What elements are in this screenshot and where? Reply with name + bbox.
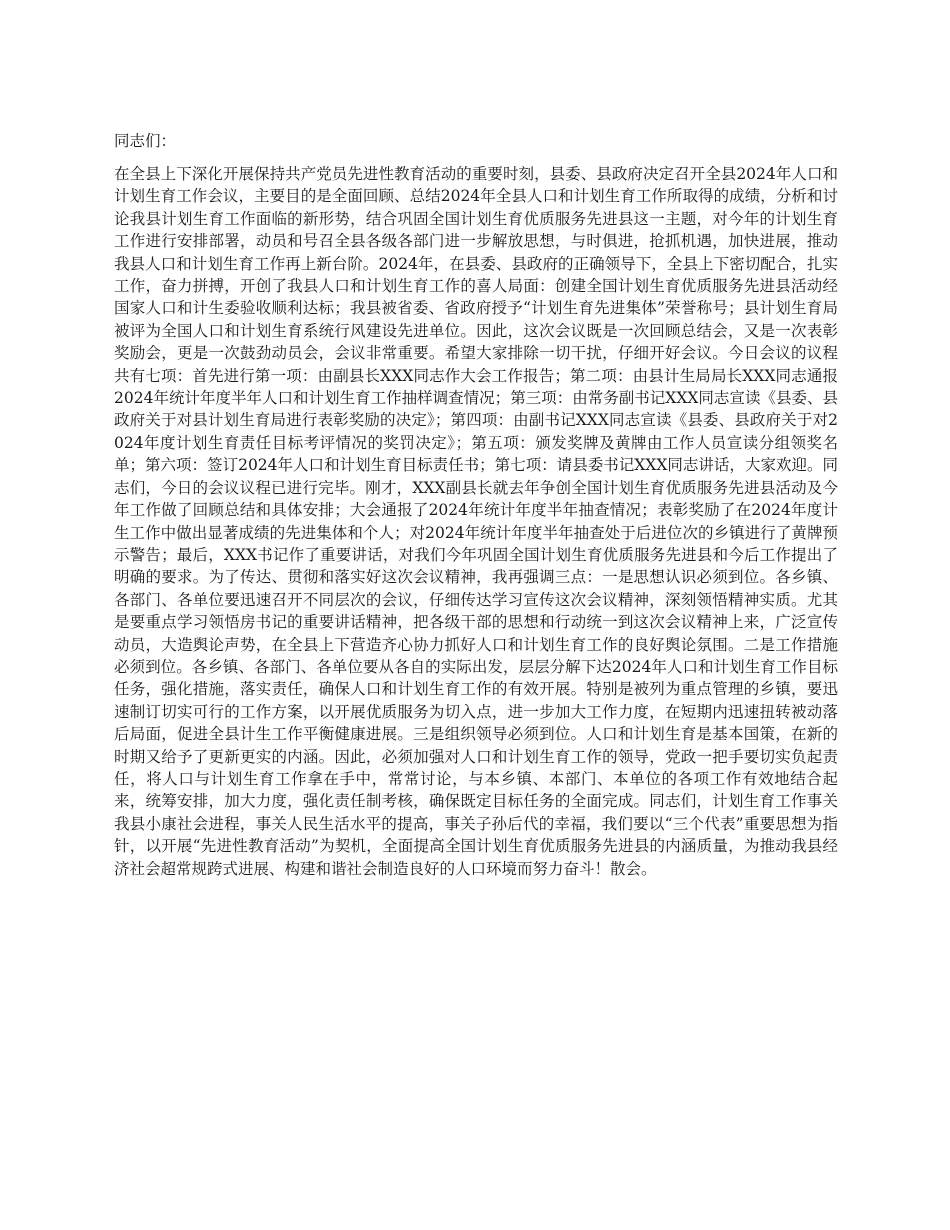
body-paragraph: 在全县上下深化开展保持共产党员先进性教育活动的重要时刻，县委、县政府决定召开全县2024年人口和计划生育工作会议，主要目的是全面回顾、总结2024年全县人口和计划生育工作所取得的成绩，分析和讨论我县计划生育工作面临的新形势，结合巩固全国计划生育优质服务先进县这一主题，对今年的计划生育工作进行安排部署，动员和号召全县各级各部门进一步解放思想，与时俱进，抢抓机遇，加快进展，推动我县人口和计划生育工作再上新台阶。2024年，在县委、县政府的正确领导下，全县上下密切配合，扎实工作，奋力拼搏，开创了我县人口和计划生育工作的喜人局面：创建全国计划生育优质服务先进县活动经国家人口和计生委验收顺利达标；我县被省委、省政府授予“计划生育先进集体”荣誉称号；县计划生育局被评为全国人口和计划生育系统行风建设先进单位。因此，这次会议既是一次回顾总结会，又是一次表彰奖励会，更是一次鼓劲动员会，会议非常重要。希望大家排除一切干扰，仔细开好会议。今日会议的议程共有七项：首先进行第一项：由副县长XXX同志作大会工作报告；第二项：由县计生局局长XXX同志通报2024年统计年度半年人口和计划生育工作抽样调查情况；第三项：由常务副书记XXX同志宣读《县委、县政府关于对县计划生育局进行表彰奖励的决定》；第四项：由副书记XXX同志宣读《县委、县政府关于对2024年度计划生育责任目标考评情况的奖罚决定》；第五项：颁发奖牌及黄牌由工作人员宣读分组领奖名单；第六项：签订2024年人口和计划生育目标责任书；第七项：请县委书记XXX同志讲话，大家欢迎。同志们，今日的会议议程已进行完毕。刚才，XXX副县长就去年争创全国计划生育优质服务先进县活动及今年工作做了回顾总结和具体安排；大会通报了2024年统计年度半年抽查情况；表彰奖励了在2024年度计生工作中做出显著成绩的先进集体和个人；对2024年统计年度半年抽查处于后进位次的乡镇进行了黄牌预示警告；最后，XXX书记作了重要讲话，对我们今年巩固全国计划生育优质服务先进县和今后工作提出了明确的要求。为了传达、贯彻和落实好这次会议精神，我再强调三点：一是思想认识必须到位。各乡镇、各部门、各单位要迅速召开不同层次的会议，仔细传达学习宣传这次会议精神，深刻领悟精神实质。尤其是要重点学习领悟房书记的重要讲话精神，把各级干部的思想和行动统一到这次会议精神上来，广泛宣传动员，大造舆论声势，在全县上下营造齐心协力抓好人口和计划生育工作的良好舆论氛围。二是工作措施必须到位。各乡镇、各部门、各单位要从各自的实际出发，层层分解下达2024年人口和计划生育工作目标任务，强化措施，落实责任，确保人口和计划生育工作的有效开展。特别是被列为重点管理的乡镇，要迅速制订切实可行的工作方案，以开展优质服务为切入点，进一步加大工作力度，在短期内迅速扭转被动落后局面，促进全县计生工作平衡健康进展。三是组织领导必须到位。人口和计划生育是基本国策，在新的时期又给予了更新更实的内涵。因此，必须加强对人口和计划生育工作的领导，党政一把手要切实负起责任，将人口与计划生育工作拿在手中，常常讨论，与本乡镇、本部门、本单位的各项工作有效地结合起来，统筹安排，加大力度，强化责任制考核，确保既定目标任务的全面完成。同志们，计划生育工作事关我县小康社会进程，事关人民生活水平的提高，事关子孙后代的幸福，我们要以“三个代表”重要思想为指针，以开展“先进性教育活动”为契机，全面提高全国计划生育优质服务先进县的内涵质量，为推动我县经济社会超常规跨式进展、构建和谐社会制造良好的人口环境而努力奋斗！散会。 <box>114 165 838 878</box>
salutation: 同志们： <box>114 132 177 150</box>
